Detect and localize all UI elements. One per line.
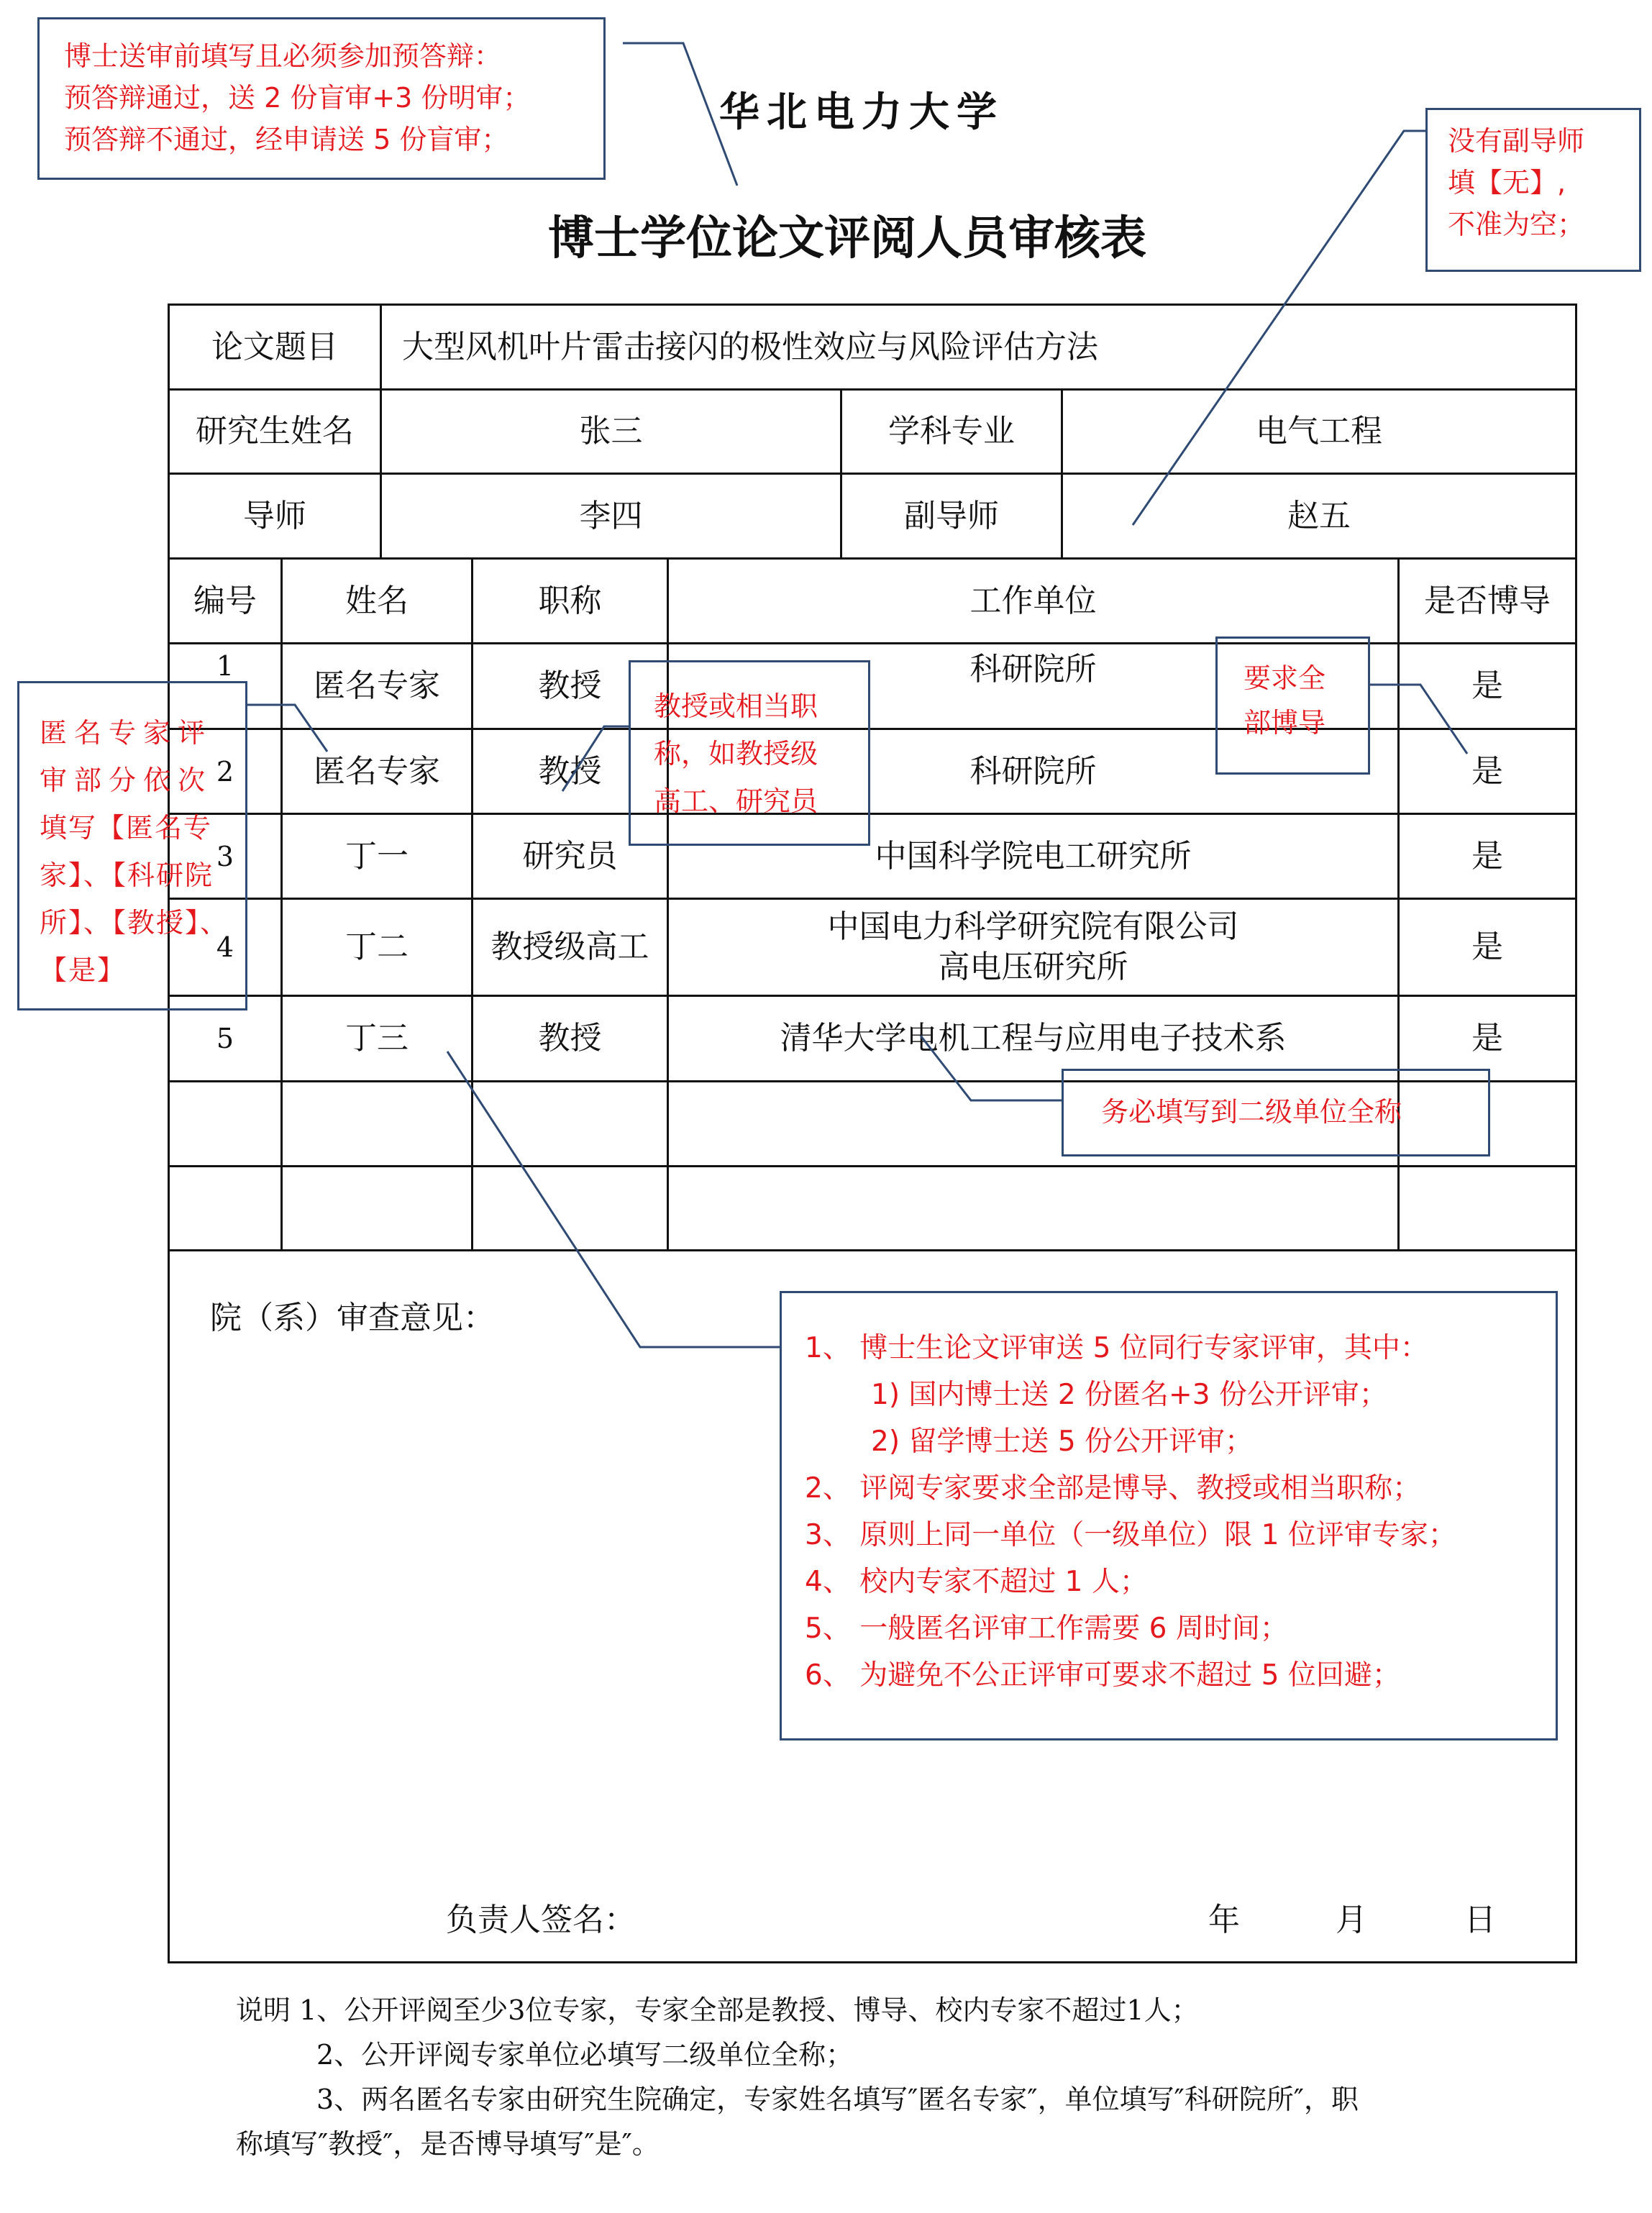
advisor-label: 导师: [243, 497, 306, 534]
footnote-line: 说明 1、公开评阅至少3位专家，专家全部是教授、博导、校内专家不超过1人；: [236, 1994, 1199, 2026]
major-value[interactable]: 电气工程: [1256, 413, 1382, 450]
note-line: 教授或相当职: [654, 690, 818, 722]
reviewer-name[interactable]: 匿名专家: [314, 752, 440, 790]
reviewer-name[interactable]: 丁三: [345, 1020, 409, 1057]
reviewer-doctoral[interactable]: 是: [1471, 1020, 1503, 1057]
rule-line: 5、 一般匿名评审工作需要 6 周时间；: [805, 1612, 1288, 1645]
note-line: 匿名专家评: [40, 717, 213, 749]
note-line: 预答辩通过，送 2 份盲审+3 份明审；: [64, 82, 531, 114]
advisor-value[interactable]: 李四: [579, 497, 643, 534]
note-line: 部博导: [1243, 707, 1326, 739]
column-header-doctoral: 是否博导: [1424, 582, 1551, 619]
department-opinion-label: 院（系）审查意见：: [210, 1300, 495, 1336]
reviewer-name[interactable]: 丁二: [345, 928, 409, 965]
connector-title: [623, 43, 737, 186]
reviewer-number: 5: [216, 1023, 234, 1054]
reviewer-doctoral[interactable]: 是: [1471, 752, 1503, 790]
reviewer-unit[interactable]: 中国科学院电工研究所: [875, 837, 1192, 875]
connector-co-advisor: [1133, 131, 1425, 525]
footnote-line: 3、两名匿名专家由研究生院确定，专家姓名填写″匿名专家″，单位填写″科研院所″，职: [316, 2084, 1359, 2115]
reviewer-unit[interactable]: 科研院所: [969, 651, 1097, 688]
reviewer-title[interactable]: 教授: [538, 752, 602, 790]
note-line: 所】、【教授】、: [40, 907, 229, 939]
note-line: 填写【匿名专: [40, 812, 213, 844]
major-label: 学科专业: [888, 413, 1015, 450]
connector-anonymous: [247, 705, 327, 752]
thesis-title-value[interactable]: 大型风机叶片雷击接闪的极性效应与风险评估方法: [402, 328, 1098, 365]
co-advisor-label: 副导师: [904, 497, 999, 534]
note-line: 博士送审前填写且必须参加预答辩：: [64, 40, 502, 72]
note-line: 填【无】,: [1448, 167, 1566, 199]
reviewer-title[interactable]: 教授级高工: [490, 928, 649, 965]
rule-line: 1、 博士生论文评审送 5 位同行专家评审，其中：: [805, 1332, 1428, 1364]
connector-unit: [921, 1036, 1062, 1100]
note-line: 预答辩不通过，经申请送 5 份盲审；: [64, 124, 509, 155]
date-year-label: 年: [1208, 1902, 1240, 1938]
connector-title-rank: [562, 726, 629, 791]
date-month-label: 月: [1336, 1902, 1367, 1938]
university-name: 华北电力大学: [719, 89, 1004, 136]
rule-line: 3、 原则上同一单位（一级单位）限 1 位评审专家；: [805, 1519, 1456, 1551]
column-header-title: 职称: [538, 582, 602, 619]
connector-rules: [447, 1051, 780, 1347]
reviewer-number: 2: [216, 755, 234, 788]
footnote-line: 2、公开评阅专家单位必填写二级单位全称；: [316, 2039, 854, 2071]
rule-line: 1) 国内博士送 2 份匿名+3 份公开评审；: [871, 1379, 1387, 1411]
column-header-number: 编号: [193, 582, 257, 619]
note-line: 没有副导师: [1448, 125, 1585, 157]
note-line: 要求全: [1243, 662, 1326, 694]
reviewer-unit[interactable]: 清华大学电机工程与应用电子技术系: [780, 1020, 1287, 1057]
form-title: 博士学位论文评阅人员审核表: [548, 212, 1146, 265]
note-line: 不准为空；: [1448, 209, 1585, 240]
student-name-value[interactable]: 张三: [579, 413, 643, 450]
reviewer-unit-line: 高电压研究所: [938, 949, 1128, 985]
reviewer-name[interactable]: 匿名专家: [314, 667, 440, 704]
student-name-label: 研究生姓名: [196, 413, 354, 450]
note-line: 审部分依次: [40, 765, 213, 796]
co-advisor-value[interactable]: 赵五: [1287, 497, 1351, 534]
reviewer-name[interactable]: 丁一: [345, 837, 409, 875]
column-header-name: 姓名: [345, 582, 409, 619]
note-line: 家】、【科研院: [40, 859, 214, 891]
rule-line: 2、 评阅专家要求全部是博导、教授或相当职称；: [805, 1472, 1421, 1505]
rule-line: 4、 校内专家不超过 1 人；: [805, 1566, 1148, 1598]
reviewer-doctoral[interactable]: 是: [1471, 667, 1503, 704]
rule-line: 6、 为避免不公正评审可要求不超过 5 位回避；: [805, 1659, 1400, 1692]
rule-line: 2) 留学博士送 5 份公开评审；: [871, 1425, 1254, 1458]
reviewer-doctoral[interactable]: 是: [1471, 928, 1503, 965]
thesis-title-label: 论文题目: [211, 328, 338, 365]
connector-doctoral: [1370, 685, 1467, 754]
reviewer-unit[interactable]: 科研院所: [969, 752, 1097, 790]
note-line: 【是】: [40, 954, 127, 986]
reviewer-number: 4: [216, 931, 234, 963]
signature-label: 负责人签名：: [446, 1902, 636, 1938]
reviewer-number: 3: [216, 840, 234, 872]
note-unit-full-name: 务必填写到二级单位全称: [1062, 1069, 1490, 1156]
column-header-unit: 工作单位: [969, 582, 1097, 619]
reviewer-number: 1: [216, 650, 234, 682]
note-line: 高工、研究员: [654, 785, 818, 817]
note-line: 称，如教授级: [654, 738, 818, 770]
reviewer-title[interactable]: 教授: [538, 1020, 602, 1057]
reviewer-doctoral[interactable]: 是: [1471, 837, 1503, 875]
reviewer-title[interactable]: 研究员: [522, 837, 618, 875]
reviewer-title[interactable]: 教授: [538, 667, 602, 704]
footnote-line: 称填写″教授″，是否博导填写″是″。: [236, 2128, 660, 2160]
date-day-label: 日: [1464, 1902, 1496, 1938]
reviewer-unit-line: 中国电力科学研究院有限公司: [827, 908, 1239, 945]
